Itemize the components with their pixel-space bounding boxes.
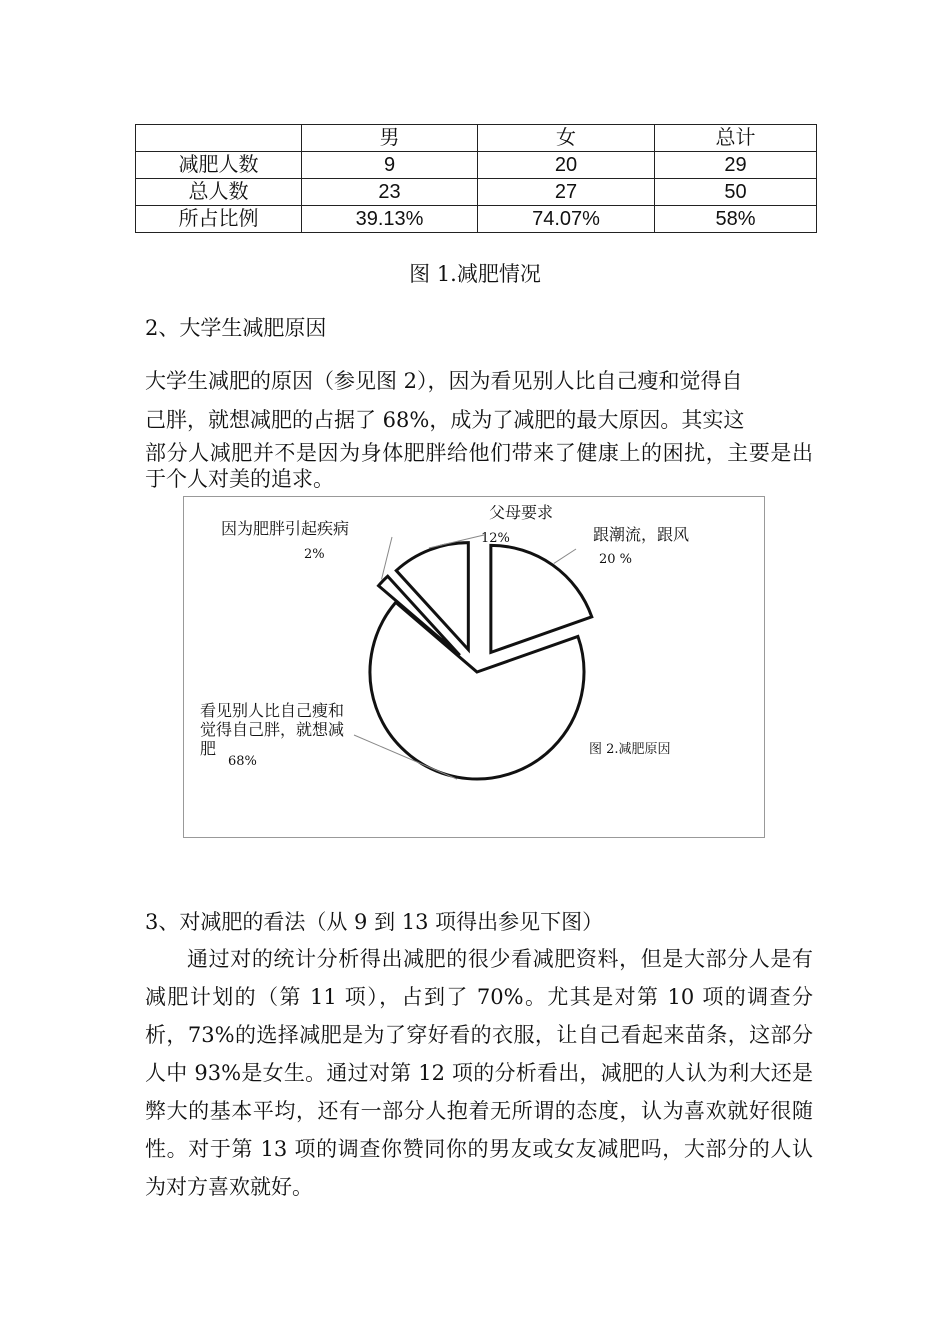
chart-title: 图 2.减肥原因 [589, 742, 671, 757]
table-row [136, 152, 817, 179]
table-header-cell: 男 [302, 125, 478, 152]
table-header-cell [136, 125, 302, 152]
paragraph-line: 大学生减肥的原因（参见图 2），因为看见别人比自己瘦和觉得自 [145, 369, 743, 393]
table-cell: 9 [302, 152, 478, 179]
table-cell: 39.13% [302, 206, 478, 233]
leader-line [554, 549, 576, 563]
section-2-paragraph [145, 362, 813, 492]
table-cell: 50 [655, 179, 817, 206]
slice-label-line: 看见别人比自己瘦和 [200, 701, 345, 720]
leader-line [382, 537, 392, 579]
paragraph-line: 部分人减肥并不是因为身体肥胖给他们带来了健康上的困扰，主要是出于个人对美的追求。 [145, 441, 813, 491]
table-caption: 图 1.减肥情况 [409, 262, 541, 286]
table-cell: 23 [302, 179, 478, 206]
pie-chart [183, 496, 765, 838]
table-cell: 总人数 [136, 179, 302, 206]
table-cell: 所占比例 [136, 206, 302, 233]
table-header-cell: 女 [478, 125, 655, 152]
slice-value-disease: 2% [304, 547, 325, 562]
slice-label-line: 肥 [200, 739, 217, 758]
table-cell: 58% [655, 206, 817, 233]
table-header-row [136, 125, 817, 152]
pie-chart-svg [184, 497, 764, 837]
table-cell: 29 [655, 152, 817, 179]
slice-value-parents: 12% [481, 531, 510, 546]
section-3-paragraph: 通过对的统计分析得出减肥的很少看减肥资料，但是大部分人是有减肥计划的（第 11 项），占到了 70%。尤其是对第 10 项的调查分析，73%的选择减肥是为了穿好看的衣服，让自己看起来苗条，这部分人中 93%是女生。通过对第 12 项的分析看出，减肥的人认为利大还是弊大的基本平均，还有一部分人抱着无所谓的态度，认为喜欢就好很随性。对于第 13 项的调查你赞同你的男友或女友减肥吗，大部分的人认为对方喜欢就好。 [145, 947, 813, 1199]
slice-label-compare [200, 701, 344, 758]
section-2-heading: 2、大学生减肥原因 [145, 316, 327, 340]
slice-label-disease: 因为肥胖引起疾病 [221, 519, 350, 538]
slice-label-trend: 跟潮流，跟风 [593, 525, 690, 544]
slice-label-line: 觉得自己胖，就想减 [200, 720, 345, 739]
table-cell: 减肥人数 [136, 152, 302, 179]
table-header-cell: 总计 [655, 125, 817, 152]
slice-value-compare: 68% [228, 754, 257, 769]
table-row [136, 179, 817, 206]
table-cell: 20 [478, 152, 655, 179]
slice-value-trend: 20 % [599, 552, 633, 567]
paragraph-line: 己胖，就想减肥的占据了 68%，成为了减肥的最大原因。其实这 [145, 408, 745, 432]
table-cell: 74.07% [478, 206, 655, 233]
weight-loss-table [135, 124, 817, 233]
table-row [136, 206, 817, 233]
table-cell: 27 [478, 179, 655, 206]
section-3-heading: 3、对减肥的看法（从 9 到 13 项得出参见下图） [145, 910, 604, 934]
slice-label-parents: 父母要求 [489, 503, 554, 522]
